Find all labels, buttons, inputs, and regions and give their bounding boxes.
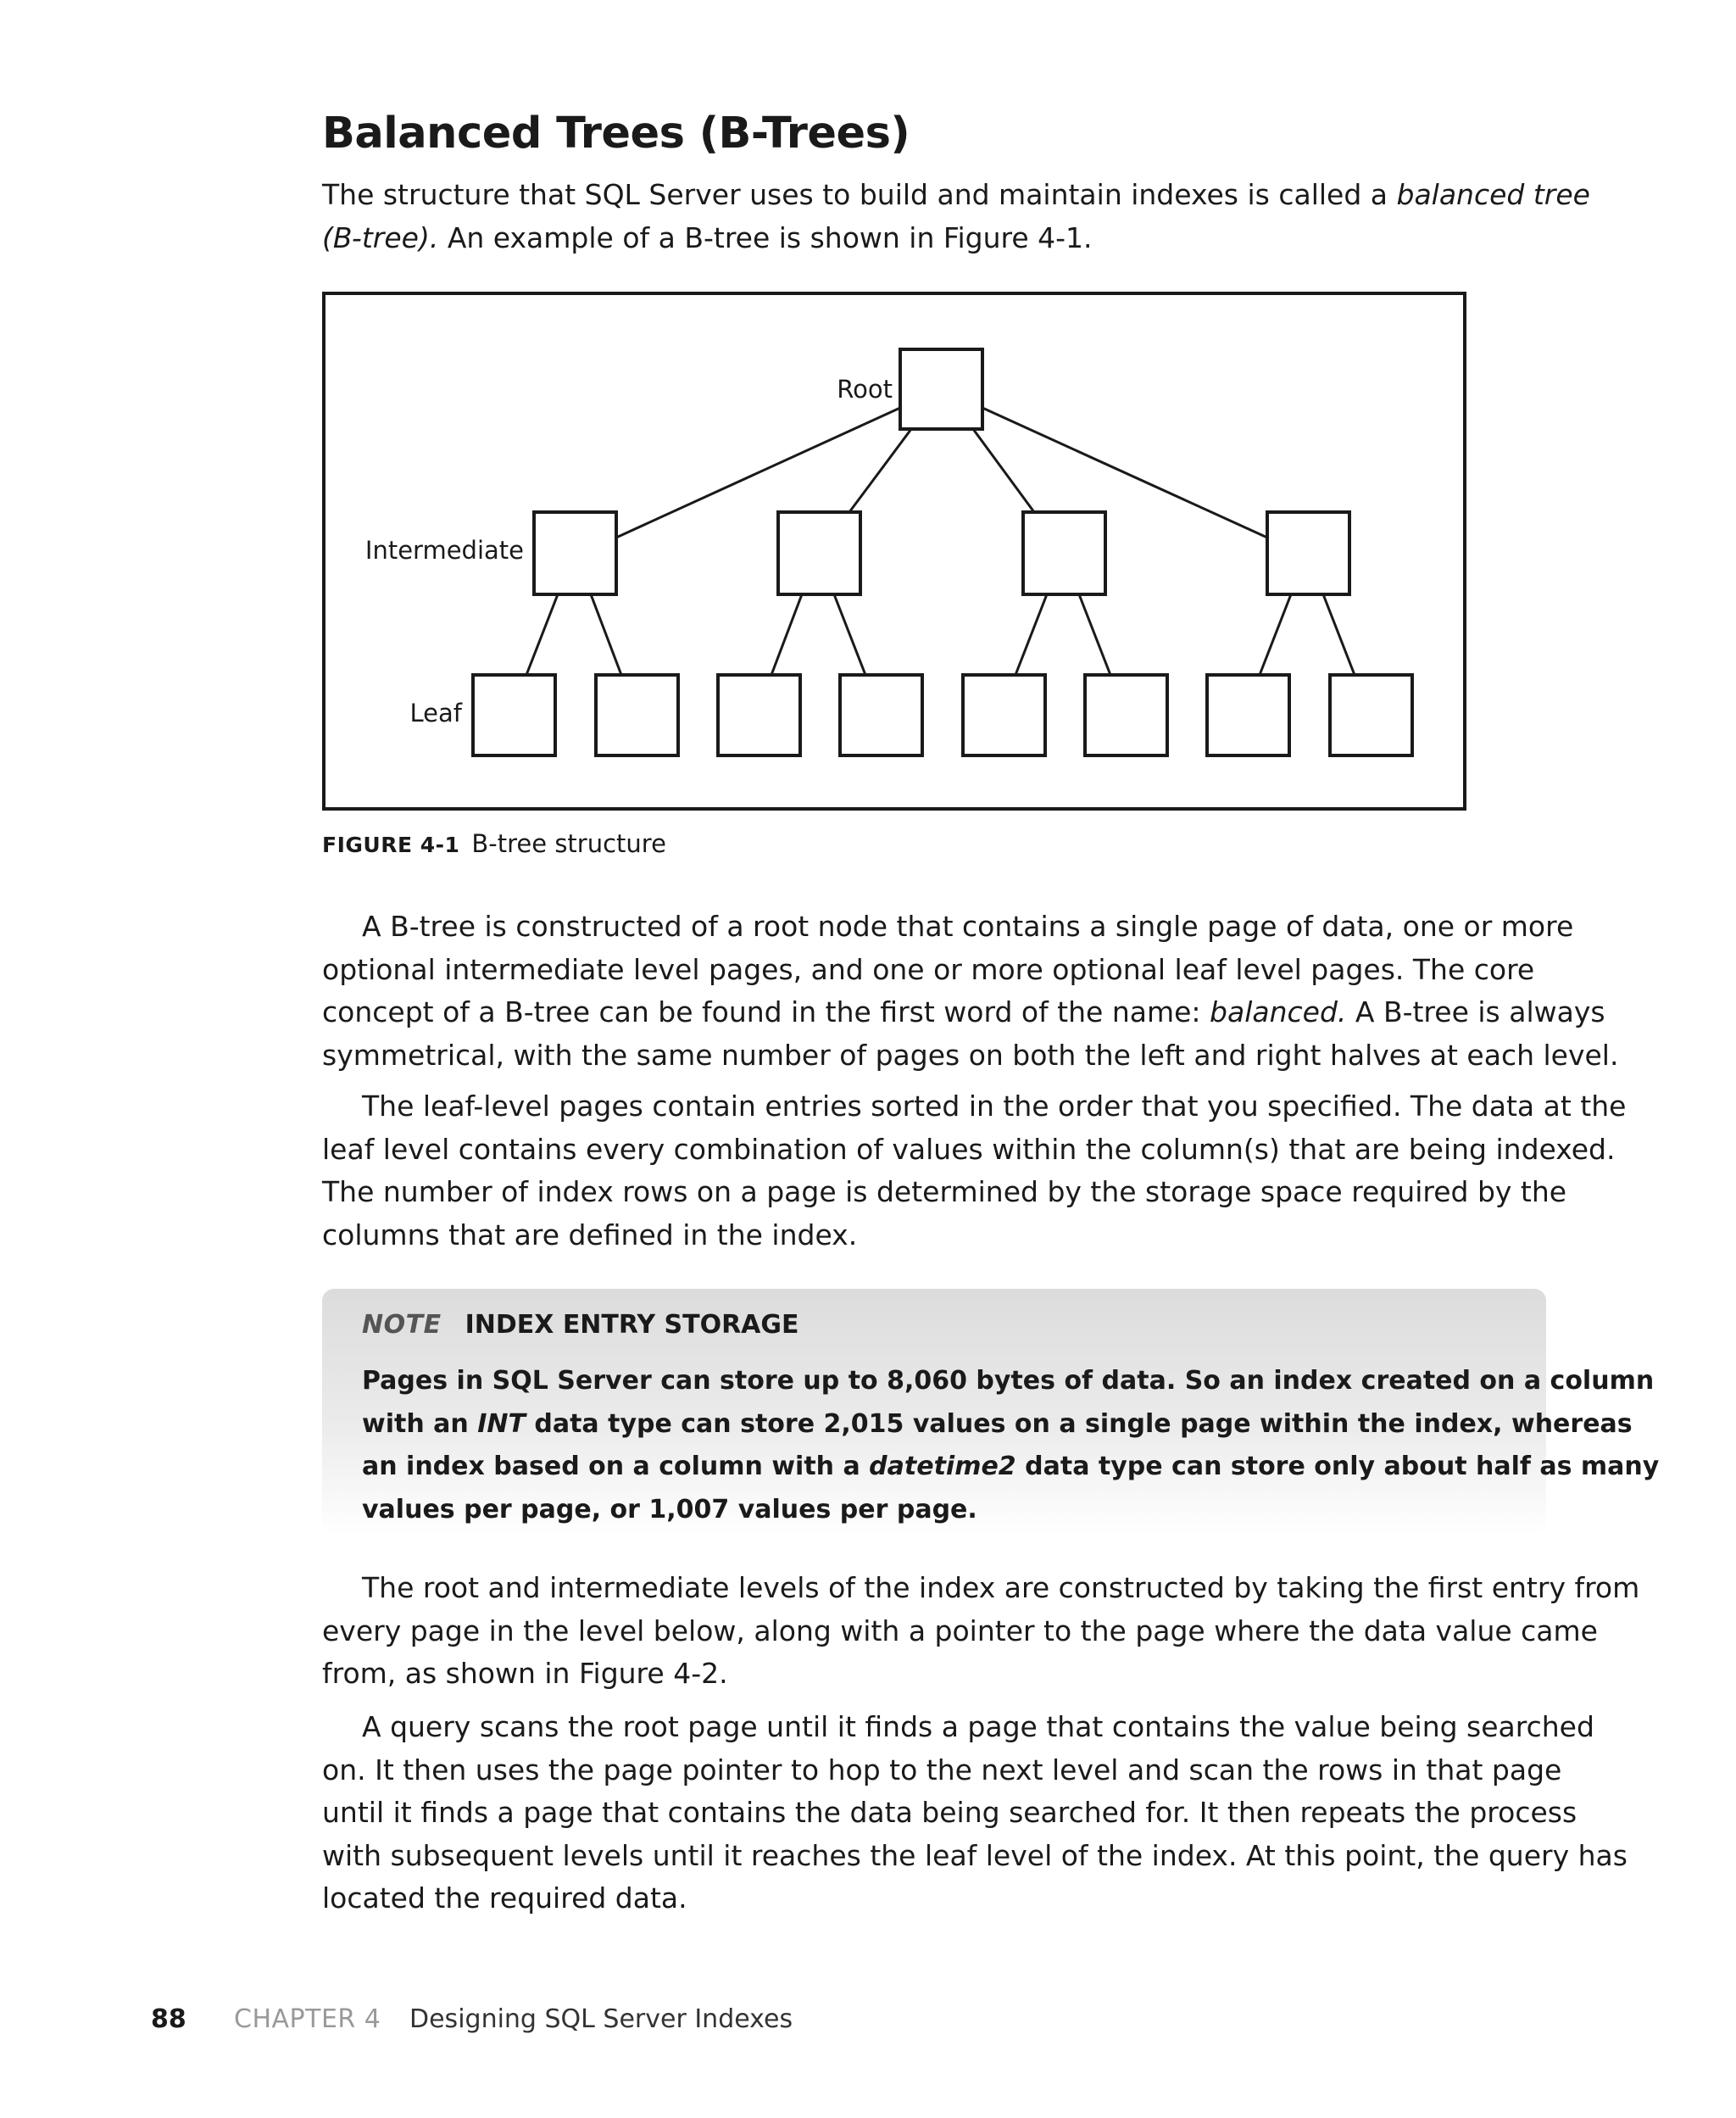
page-number: 88 (151, 2004, 186, 2034)
section-heading: Balanced Trees (B-Trees) (322, 109, 910, 159)
leaf-node (1085, 675, 1167, 755)
chapter-title: Designing SQL Server Indexes (409, 2004, 793, 2034)
caption-text: B-tree structure (471, 829, 666, 858)
intermediate-node (1267, 512, 1349, 594)
leaf-node (596, 675, 678, 755)
root-label: Root (837, 375, 893, 404)
leaf-node (1207, 675, 1289, 755)
intermediate-node (778, 512, 860, 594)
tree-edges (526, 408, 1355, 675)
note-title: INDEX ENTRY STORAGE (465, 1310, 799, 1340)
paragraph-3: The root and intermediate levels of the index are constructed by taking the first entry from every page in the level below, along with a pointer to the page where the data value came from, as shown in Figure 4-2. (322, 1571, 1640, 1690)
leaf-node (840, 675, 922, 755)
leaf-node (963, 675, 1045, 755)
leaf-label: Leaf (409, 699, 462, 727)
paragraph-4: A query scans the root page until it finds a page that contains the value being searched on. It then uses the page pointer to hop to the next level and scan the rows in that page until it finds a page that contains the data being searched for. It then repeats the process with subsequent levels until it reaches the leaf level of the index. At this point, the query has located the required data. (322, 1710, 1628, 1915)
btree-figure (322, 292, 1466, 811)
intro-paragraph: The structure that SQL Server uses to build and maintain indexes is called a balanced tree (B-tree). An example of a B-tree is shown in Figure 4-1. (322, 178, 1590, 254)
intermediate-node (1023, 512, 1105, 594)
note-body: Pages in SQL Server can store up to 8,060 bytes of data. So an index created on a column with an INT data type can store 2,015 values on a single page within the index, whereas an index based on a column with a datetime2 data type can store only about half as many values per page, or 1,007 values per page. (362, 1366, 1660, 1524)
note-tag: NOTE (362, 1310, 442, 1340)
note-heading (362, 1310, 799, 1340)
caption-label: FIGURE 4-1 (322, 833, 460, 857)
leaf-node (1330, 675, 1412, 755)
chapter-label: CHAPTER 4 (234, 2004, 381, 2034)
figure-caption (322, 829, 666, 858)
root-node (900, 349, 982, 429)
leaf-node (718, 675, 800, 755)
intermediate-label: Intermediate (364, 536, 524, 565)
intermediate-node (534, 512, 616, 594)
paragraph-1: A B-tree is constructed of a root node that contains a single page of data, one or more optional intermediate level pages, and one or more optional leaf level pages. The core concept of a B-tree can be found in the first word of the name: balanced. A B-tree is always symmetrical, with the same number of pages on both the left and right halves at each level. (322, 910, 1619, 1072)
paragraph-2: The leaf-level pages contain entries sorted in the order that you specified. The data at the leaf level contains every combination of values within the column(s) that are being indexed. The number of index rows on a page is determined by the storage space required by the columns that are defined in the index. (322, 1090, 1627, 1251)
leaf-node (473, 675, 555, 755)
